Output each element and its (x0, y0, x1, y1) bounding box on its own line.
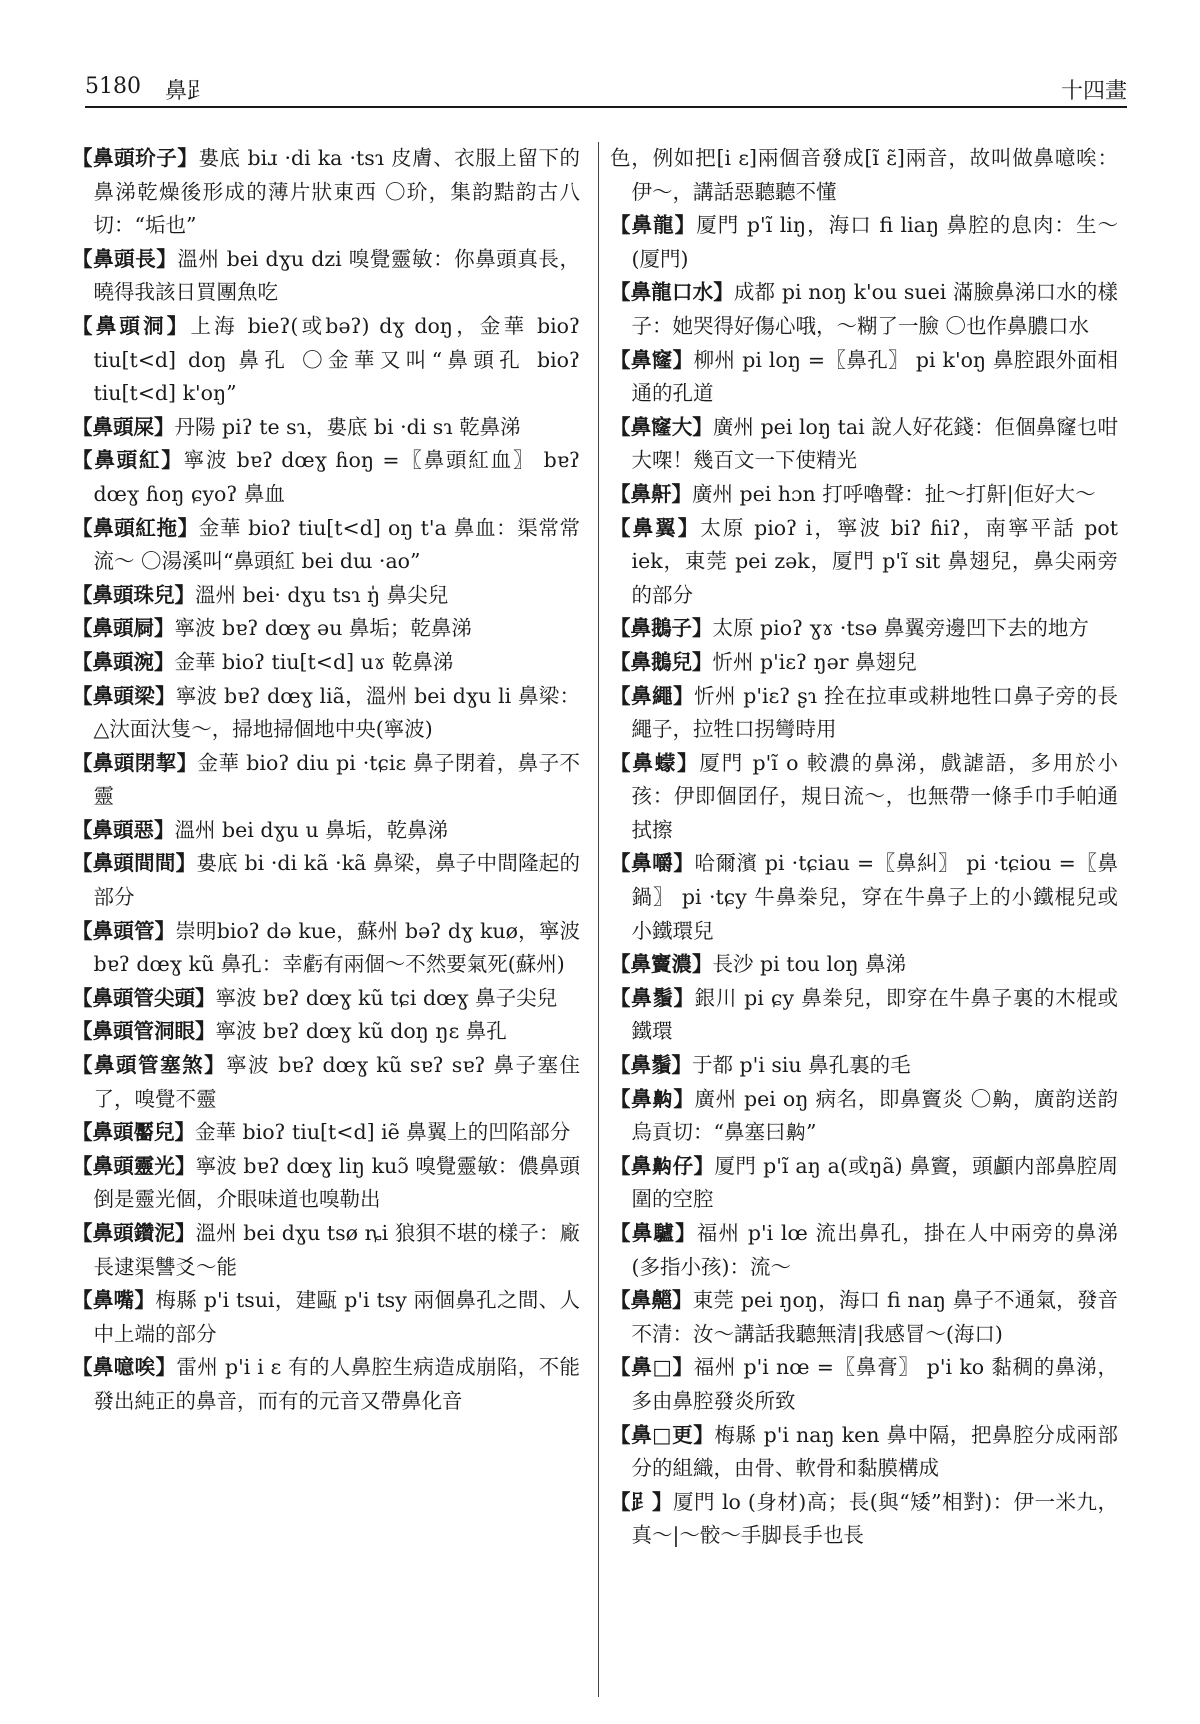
entry-definition: 溫州 bei dɣu u 鼻垢，乾鼻涕 (174, 817, 449, 842)
dictionary-entry (72, 1217, 580, 1284)
entry-definition: 上海 bieʔ(或bəʔ) dɣ doŋ，金華 bioʔ tiu[t<d] doŋ 鼻孔 〇金華又叫“鼻頭孔 bioʔ tiu[t<d] k'oŋ” (93, 313, 580, 406)
entry-headword: 【鼻驢】 (610, 1221, 697, 1245)
entry-definition: 溫州 bei dɣu dzi 嗅覺靈敏：你鼻頭真長，曉得我該日買團魚吃 (93, 246, 580, 305)
entry-headword: 【鼻頭管塞煞】 (72, 1053, 227, 1078)
dictionary-entry (72, 814, 580, 848)
entry-headword: 【鼻鵝兒】 (610, 649, 713, 674)
entry-definition: 厦門 p'ĩ o 較濃的鼻涕，戲謔語，多用於小孩：伊即個囝仔，規日流～，也無帶一條手巾手帕通拭擦 (631, 750, 1118, 842)
entry-definition: 廣州 pei hɔn 打呼嚕聲：扯～打鼾|佢好大～ (692, 481, 1096, 506)
entry-definition: 厦門 p'ĩ aŋ a(或ŋã) 鼻竇，頭顱内部鼻腔周圍的空腔 (631, 1153, 1118, 1212)
entry-headword: 【鼻□】 (610, 1355, 694, 1380)
entry-definition: 寧波 bɐʔ dœɣ ɦoŋ =〖鼻頭紅血〗 bɐʔ dœɣ ɦoŋ ɕyoʔ 鼻血 (93, 448, 580, 506)
entry-definition: 于都 p'i siu 鼻孔裏的毛 (692, 1053, 911, 1078)
dictionary-entry (72, 444, 580, 511)
dictionary-entry (610, 1217, 1118, 1284)
entry-headword: 【鼻頭管尖頭】 (72, 985, 216, 1010)
dictionary-entry (610, 1049, 1118, 1083)
dictionary-entry (610, 478, 1118, 512)
entry-headword: 【鼻鼾】 (610, 481, 692, 506)
entry-definition: 長沙 pi tou loŋ 鼻涕 (712, 952, 907, 977)
entry-definition: 銀川 pi ɕy 鼻桊兒，即穿在牛鼻子裏的木棍或鐵環 (631, 985, 1118, 1044)
entry-headword: 【鼻噫唉】 (72, 1355, 177, 1380)
dictionary-entry (72, 310, 580, 411)
dictionary-entry (610, 1083, 1118, 1150)
entry-headword: 【鼻頭惡】 (72, 817, 175, 842)
dictionary-entry (610, 1486, 1118, 1553)
entry-headword: 【鼻齆】 (610, 1288, 693, 1313)
entry-headword: 【鼻窿大】 (610, 414, 713, 439)
dictionary-entry (72, 411, 580, 445)
entry-definition: 東莞 pei ŋoŋ，海口 fi naŋ 鼻子不通氣，發音不清：汝～講話我聽無清|我感冒～(海口) (631, 1288, 1118, 1346)
dictionary-entry (72, 1351, 580, 1418)
entry-headword: 【鼻頭洞】 (72, 313, 191, 338)
entry-headword: 【鼻竇濃】 (610, 952, 713, 977)
entry-headword: 【鼻頭間間】 (72, 851, 197, 876)
dictionary-entry (72, 1284, 580, 1351)
dictionary-body (72, 142, 1127, 1702)
entry-definition: 溫州 bei· dɣu tsɿ ŋ̍ 鼻尖兒 (195, 582, 449, 607)
dictionary-entry (72, 142, 580, 243)
entry-headword: 【鼻頭閉挈】 (72, 750, 198, 775)
dictionary-entry (72, 747, 580, 814)
entry-definition: 溫州 bei dɣu tsø ȵi 狼狽不堪的樣子：廠長逮渠讐爻～能 (93, 1221, 580, 1279)
dictionary-entry (610, 982, 1118, 1049)
entry-definition: 厦門 p'ĩ liŋ，海口 fi liaŋ 鼻腔的息肉：生～(厦門) (631, 213, 1118, 271)
entry-definition: 哈爾濱 pi ·tɕiau =〖鼻糾〗 pi ·tɕiou =〖鼻鍋〗 pi ·tɕy 牛鼻桊兒，穿在牛鼻子上的小鐵棍兒或小鐵環兒 (631, 851, 1118, 943)
entry-headword: 【鼻頭靈光】 (72, 1153, 196, 1178)
entry-definition: 福州 p'i lœ 流出鼻孔，掛在人中兩旁的鼻涕(多指小孩)：流～ (631, 1221, 1118, 1279)
entry-headword: 【鼻頭涴】 (72, 649, 175, 674)
entry-headword: 【鼻鬚】 (610, 1053, 692, 1078)
entry-definition: 忻州 p'iɛʔ ʂɿ 拴在拉車或耕地牲口鼻子旁的長繩子，拉牲口拐彎時用 (631, 683, 1118, 742)
entry-definition: 寧波 bɐʔ dœɣ əu 鼻垢；乾鼻涕 (174, 616, 472, 641)
entry-definition: 梅縣 p'i naŋ ken 鼻中隔，把鼻腔分成兩部分的組織，由骨、軟骨和黏膜構成 (631, 1422, 1118, 1481)
entry-definition: 金華 bioʔ tiu[t<d] uɤ 乾鼻涕 (174, 649, 454, 674)
dictionary-entry (72, 612, 580, 646)
dictionary-entry (72, 243, 580, 310)
dictionary-entry (72, 1015, 580, 1049)
entry-definition: 崇明bioʔ də kue，蘇州 bəʔ dɣ kuø，寧波 bɐʔ dœɣ kũ 鼻孔：幸虧有兩個～不然要氣死(蘇州) (93, 918, 580, 977)
entry-definition: 成都 pi noŋ k'ou suei 滿臉鼻涕口水的樣子：她哭得好傷心哦，～糊了一臉 〇也作鼻膿口水 (631, 280, 1118, 338)
entry-definition: 太原 pioʔ i，寧波 biʔ ɦiʔ，南寧平話 pot iek，東莞 pei zək，厦門 p'ĩ sit 鼻翅兒，鼻尖兩旁的部分 (631, 515, 1118, 607)
entry-headword: 【鼻頭玠子】 (72, 146, 199, 170)
entry-definition: 柳州 pi loŋ =〖鼻孔〗 pi k'oŋ 鼻腔跟外面相通的孔道 (631, 347, 1118, 406)
entry-headword: 【鼻龍口水】 (610, 280, 734, 305)
entry-headword: 【鼻頭管洞眼】 (72, 1019, 216, 1044)
entry-definition: 金華 bioʔ diu pi ·tɕiɛ 鼻子閉着，鼻子不靈 (93, 750, 580, 809)
entry-definition: 金華 bioʔ tiu[t<d] oŋ t'a 鼻血：渠常常流～ 〇湯溪叫“鼻頭紅 bei dɯ ·ao” (93, 515, 580, 574)
entry-headword: 【鼻頭管】 (72, 918, 176, 943)
entry-headword: 【𧾷】 (610, 1489, 673, 1514)
page-header (85, 66, 1127, 108)
dictionary-entry (72, 512, 580, 579)
dictionary-entry (610, 1150, 1118, 1217)
entry-definition: 雷州 p'i i ɛ 有的人鼻腔生病造成崩陷，不能發出純正的鼻音，而有的元音又帶鼻化音 (93, 1355, 580, 1413)
dictionary-entry (72, 646, 580, 680)
entry-headword: 【鼻𪖙仔】 (610, 1153, 715, 1178)
dictionary-entry (610, 612, 1118, 646)
entry-headword: 【鼻□更】 (610, 1422, 715, 1447)
dictionary-entry (610, 1351, 1118, 1418)
dictionary-entry (610, 344, 1118, 411)
entry-definition: 婁底 biɹ ·di ka ·tsɿ 皮膚、衣服上留下的鼻涕乾燥後形成的薄片狀東西 〇玠，集韵黠韵古八切：“垢也” (93, 146, 580, 238)
entry-definition: 寧波 bɐʔ dœɣ liŋ kuɔ̃ 嗅覺靈敏：儂鼻頭倒是靈光個，介眼味道也嗅勒出 (93, 1153, 580, 1212)
entry-headword: 【鼻頭長】 (72, 246, 178, 271)
entry-headword: 【鼻頭鑽泥】 (72, 1221, 196, 1245)
stroke-section-label: 十四畫 (1060, 79, 1127, 104)
entry-definition: 丹陽 piʔ te sɿ，婁底 bi ·di sɿ 乾鼻涕 (174, 414, 521, 439)
running-head: 鼻𧾷 (165, 79, 210, 104)
entry-headword: 【鼻頭梁】 (72, 683, 176, 708)
entry-headword: 【鼻鵝子】 (610, 616, 713, 641)
entry-headword: 【鼻翼】 (610, 515, 701, 540)
page-number: 5180 (85, 74, 141, 99)
entry-headword: 【鼻蠓】 (610, 750, 700, 775)
dictionary-entry (72, 847, 580, 914)
entry-definition: 色，例如把[i ɛ]兩個音發成[ĩ ɛ̃]兩音，故叫做鼻噫唉：伊～，講話惡聽聽不懂 (610, 146, 1118, 204)
dictionary-entry (610, 747, 1118, 848)
dictionary-entry (610, 1284, 1118, 1351)
dictionary-entry (610, 646, 1118, 680)
dictionary-entry (610, 209, 1118, 276)
entry-definition: 廣州 pei oŋ 病名，即鼻竇炎 〇𪖙，廣韵送韵烏貢切：“鼻塞曰𪖙” (631, 1086, 1118, 1145)
entry-headword: 【鼻繩】 (610, 683, 695, 708)
entry-definition: 寧波 bɐʔ dœɣ kũ doŋ ŋɛ 鼻孔 (215, 1019, 507, 1044)
entry-headword: 【鼻頭靨兒】 (72, 1120, 195, 1145)
entry-definition: 厦門 lo (身材)高；長(與“矮”相對)：伊一米九，真～|～骹～手脚長手也長 (631, 1489, 1118, 1548)
dictionary-entry (610, 276, 1118, 343)
entry-definition: 太原 pioʔ ɣɤ ·tsə 鼻翼旁邊凹下去的地方 (712, 616, 1089, 641)
dictionary-entry (72, 579, 580, 613)
entry-definition: 金華 bioʔ tiu[t<d] iẽ 鼻翼上的凹陷部分 (195, 1120, 571, 1145)
dictionary-entry (610, 1419, 1118, 1486)
entry-definition: 寧波 bɐʔ dœɣ kũ tɕi dœɣ 鼻子尖兒 (215, 985, 558, 1010)
dictionary-entry (610, 680, 1118, 747)
entry-headword: 【鼻窿】 (610, 347, 694, 372)
dictionary-entry (72, 915, 580, 982)
entry-headword: 【鼻鬚】 (610, 985, 695, 1010)
right-column (610, 142, 1118, 1702)
entry-headword: 【鼻頭紅拖】 (72, 515, 199, 540)
dictionary-entry (72, 1150, 580, 1217)
entry-definition: 廣州 pei loŋ tai 說人好花錢：佢個鼻窿乜咁大㗎！幾百文一下使精光 (631, 414, 1118, 473)
entry-definition: 寧波 bɐʔ dœɣ kũ sɐʔ sɐʔ 鼻子塞住了，嗅覺不靈 (93, 1053, 580, 1111)
entry-definition: 婁底 bi ·di kã ·kã 鼻梁，鼻子中間隆起的部分 (93, 851, 580, 910)
dictionary-entry (610, 512, 1118, 613)
entry-headword: 【鼻頭珠兒】 (72, 582, 195, 607)
entry-headword: 【鼻嚼】 (610, 851, 695, 876)
entry-headword: 【鼻𪖙】 (610, 1086, 695, 1111)
dictionary-entry (610, 142, 1118, 209)
entry-headword: 【鼻頭屎】 (72, 414, 175, 439)
dictionary-entry (72, 982, 580, 1016)
dictionary-entry (72, 1049, 580, 1116)
left-column (72, 142, 580, 1702)
entry-definition: 福州 p'i nœ =〖鼻膏〗 p'i ko 黏稠的鼻涕，多由鼻腔發炎所致 (631, 1355, 1118, 1413)
entry-definition: 忻州 p'iɛʔ ŋər 鼻翅兒 (712, 649, 917, 674)
dictionary-entry (610, 948, 1118, 982)
entry-definition: 寧波 bɐʔ dœɣ liã，溫州 bei dɣu li 鼻梁：△汏面汏隻～，掃地掃個地中央(寧波) (93, 683, 580, 742)
dictionary-entry (72, 1116, 580, 1150)
entry-definition: 梅縣 p'i tsui，建甌 p'i tsy 兩個鼻孔之間、人中上端的部分 (93, 1288, 580, 1346)
dictionary-entry (610, 847, 1118, 948)
dictionary-entry (72, 680, 580, 747)
entry-headword: 【鼻龍】 (610, 213, 697, 238)
dictionary-entry (610, 411, 1118, 478)
entry-headword: 【鼻頭屙】 (72, 616, 175, 641)
entry-headword: 【鼻頭紅】 (72, 448, 184, 473)
entry-headword: 【鼻嘴】 (72, 1288, 156, 1313)
